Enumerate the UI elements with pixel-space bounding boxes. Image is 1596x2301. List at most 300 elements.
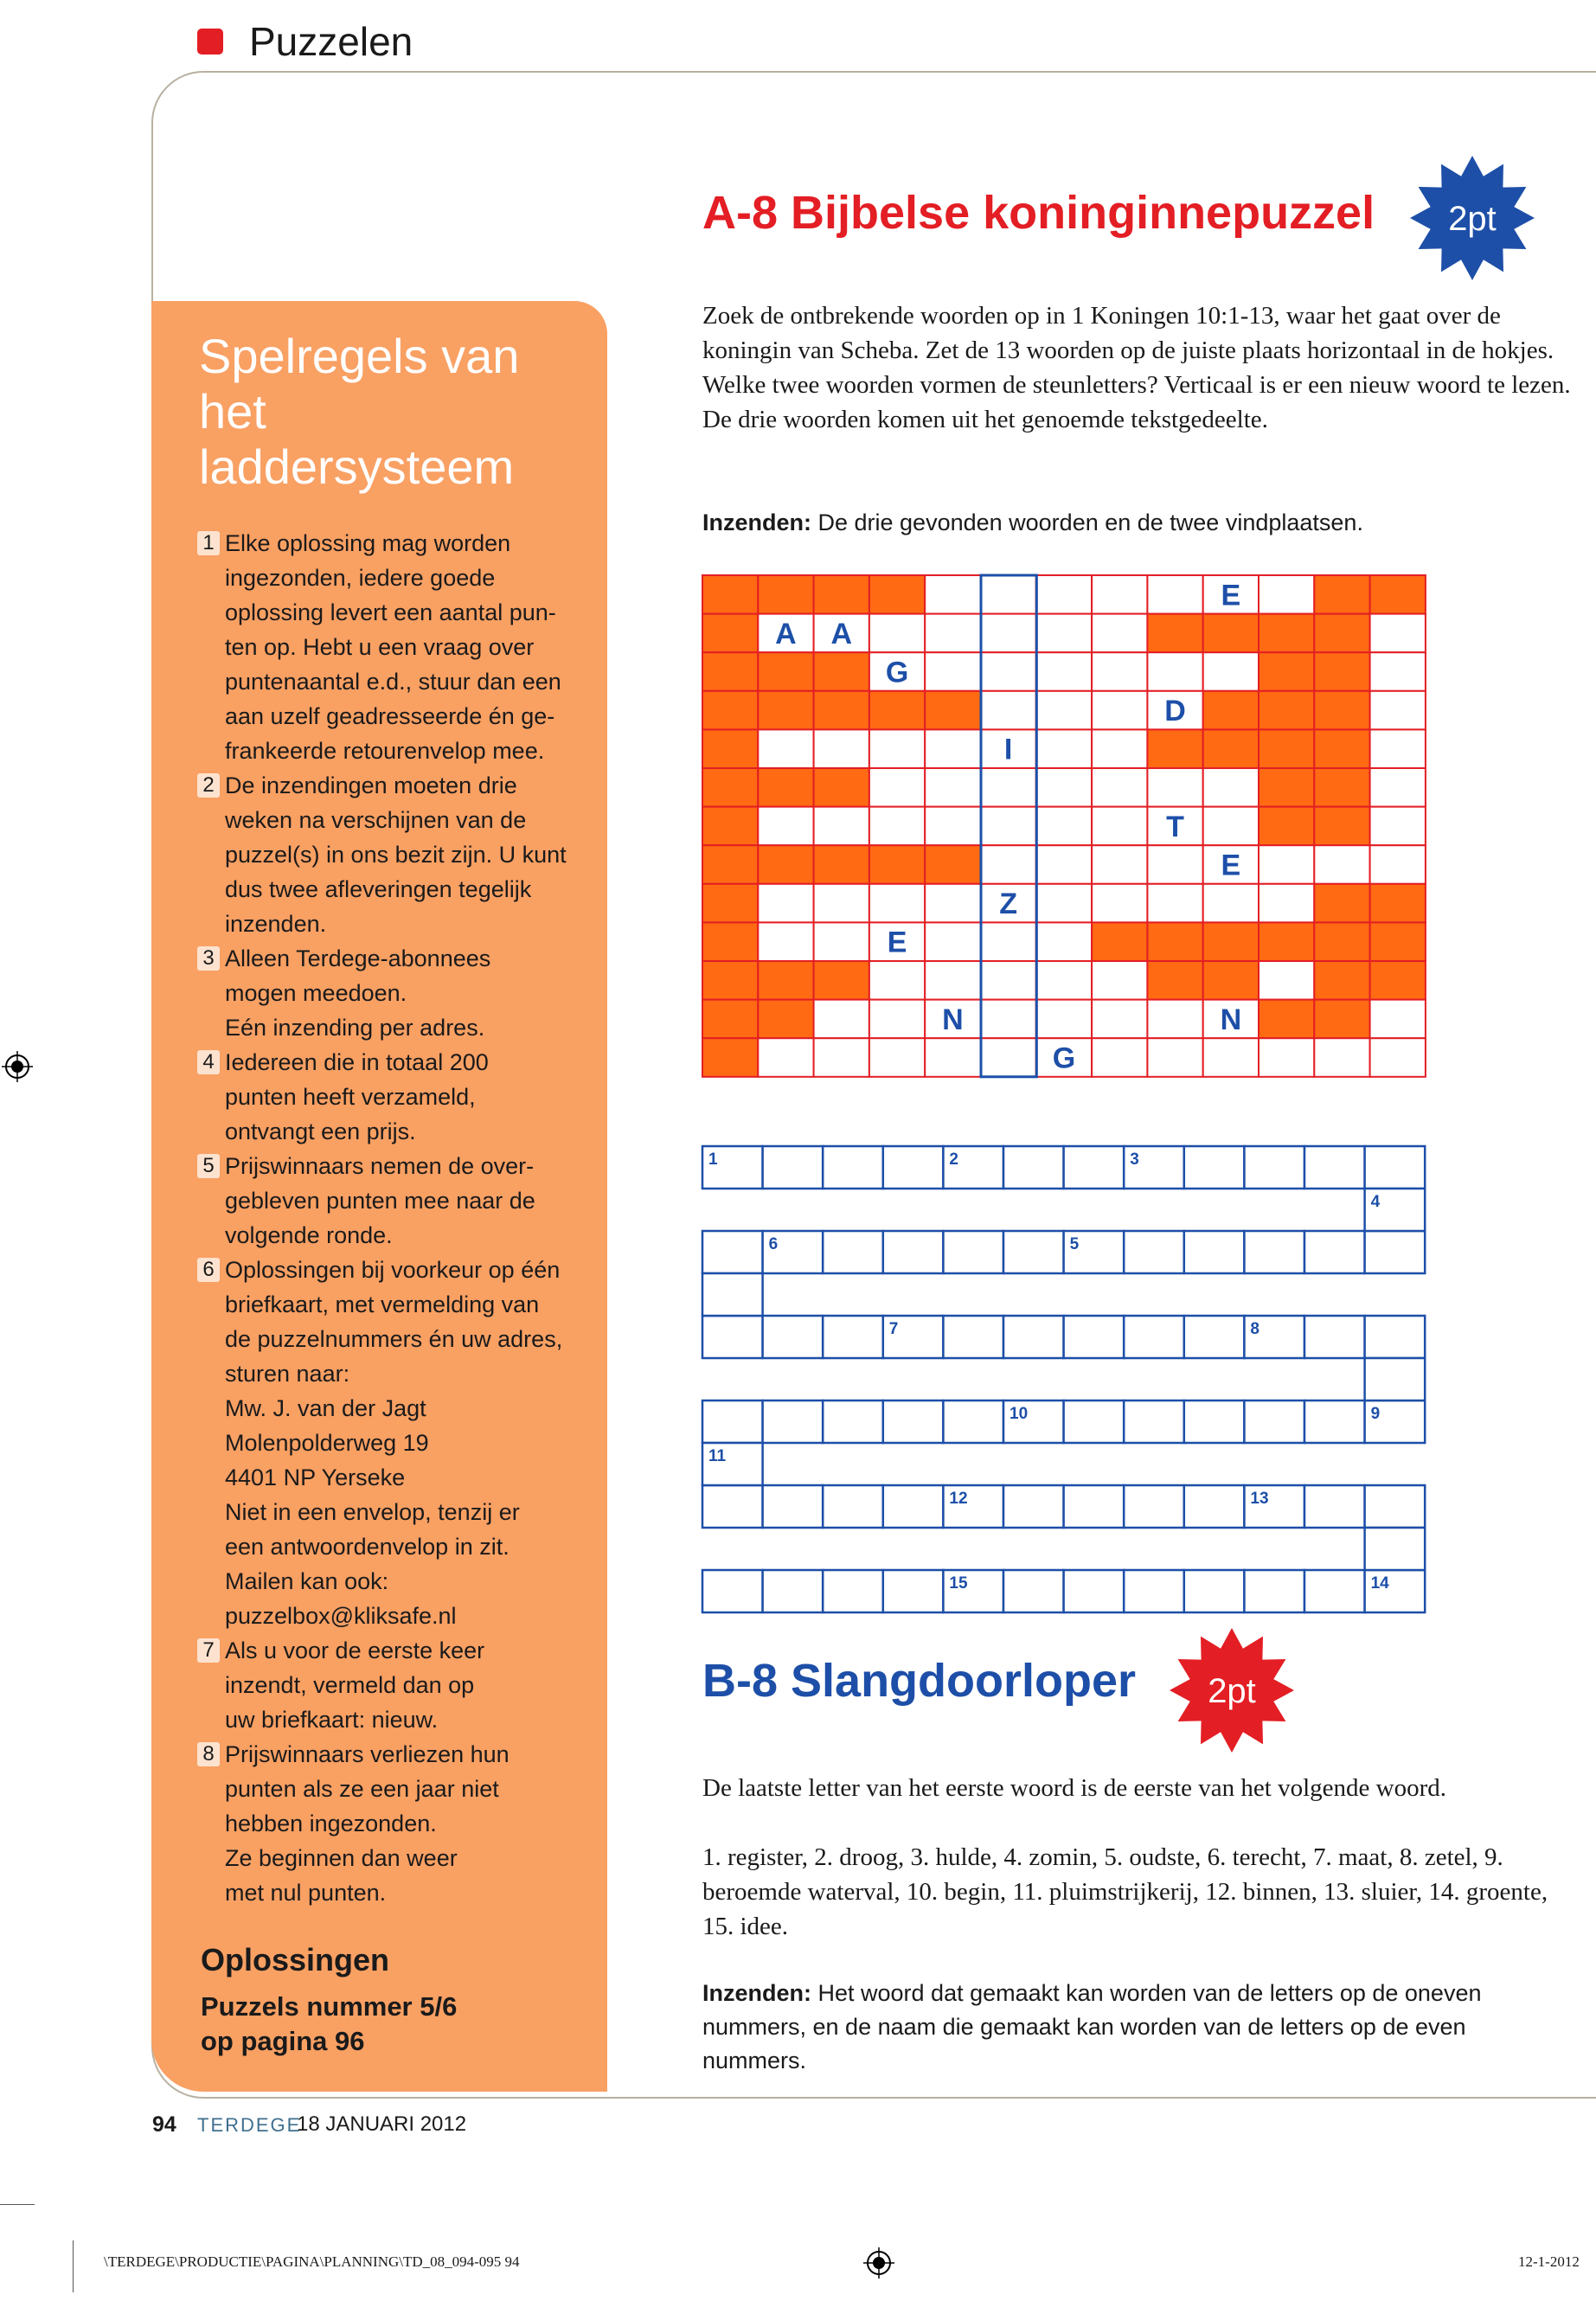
grid-cell [925,575,980,614]
snake-cell [1304,1316,1365,1358]
grid-cell [1203,961,1259,1000]
grid-letter: D [1164,695,1186,728]
grid-cell [758,768,813,807]
grid-cell [1259,575,1314,614]
grid-cell [869,729,925,768]
snake-cell [823,1231,883,1273]
puzzle-b-clues: 1. register, 2. droog, 3. hulde, 4. zomin, 5. oudste, 6. terecht, 7. maat, 8. zetel, 9. beroemde waterval, 10. begin, 11. pluimstrijkerij, 12. binnen, 13. sluier, 14. groente, 15. idee. [702,1843,1548,1940]
snake-cell [1304,1570,1365,1612]
magazine-name: TERDEGE [197,2114,302,2136]
snake-cell [1064,1485,1125,1528]
grid-cell [1203,1038,1259,1077]
rule-text: Als u voor de eerste keer inzendt, vermeld dan op uw briefkaart: nieuw. [225,1638,485,1733]
grid-cell [1370,614,1426,653]
grid-cell [981,961,1036,1000]
snake-cell [702,1400,763,1443]
puzzle-a-send-text: De drie gevonden woorden en de twee vindplaatsen. [811,510,1363,535]
grid-cell [869,1000,925,1039]
grid-cell [1036,691,1092,730]
snake-number: 8 [1250,1320,1259,1338]
grid-cell [1314,575,1369,614]
grid-cell [814,1038,869,1077]
grid-cell [1092,807,1147,846]
grid-cell [1092,884,1147,923]
grid-cell [1147,961,1202,1000]
rule-number: 5 [197,1154,220,1178]
grid-cell [1036,768,1092,807]
snake-cell [1124,1231,1184,1273]
grid-cell [758,807,813,846]
solutions-title: Oplossingen [201,1942,390,1977]
rule-text: Prijswinnaars verliezen hun punten als ze een jaar niet hebben ingezonden. Ze beginnen dan weer met nul punten. [225,1741,510,1906]
snake-cell [823,1570,883,1612]
rule-number: 8 [197,1742,220,1766]
grid-cell [869,768,925,807]
puzzle-a-points: 2pt [1448,200,1497,238]
grid-cell [1036,884,1092,923]
snake-cell [1244,1146,1304,1189]
snake-cell [823,1400,883,1443]
snake-cell [1304,1400,1365,1443]
snake-cell [1003,1316,1064,1358]
grid-cell [1370,884,1426,923]
grid-cell [1370,961,1426,1000]
grid-cell [1092,1038,1147,1077]
grid-cell [1092,1000,1147,1039]
snake-cell [883,1146,944,1189]
grid-cell [1314,1038,1369,1077]
grid-cell [702,922,758,961]
rule-item [197,1045,578,1149]
grid-cell [814,652,869,691]
grid-cell [1370,729,1426,768]
grid-letter: E [887,926,907,959]
grid-cell [1314,652,1369,691]
grid-cell [925,691,980,730]
snake-cell [1304,1146,1365,1189]
snake-cell [1365,1231,1426,1273]
grid-cell [1259,922,1314,961]
puzzle-b-send-label: Inzenden: [702,1980,811,2006]
snake-cell [1003,1146,1064,1189]
puzzle-b-send [702,1977,1576,2078]
grid-cell [1092,691,1147,730]
grid-cell [869,884,925,923]
snake-puzzle-grid [701,1144,1429,1615]
snake-cell [823,1146,883,1189]
grid-cell [814,575,869,614]
snake-cell [1064,1316,1125,1358]
grid-cell [702,807,758,846]
rule-number: 2 [197,773,220,798]
grid-cell [1203,652,1259,691]
snake-cell [1184,1146,1245,1189]
grid-cell [1314,729,1369,768]
snake-cell [883,1570,944,1612]
grid-cell [1203,922,1259,961]
grid-cell [1314,614,1369,653]
grid-cell [1036,729,1092,768]
crop-mark [73,2240,74,2292]
grid-cell [758,575,813,614]
snake-cell [763,1485,824,1528]
grid-cell [1259,691,1314,730]
grid-cell [1259,961,1314,1000]
snake-cell [1124,1570,1184,1612]
snake-cell [1003,1570,1064,1612]
grid-cell [1259,729,1314,768]
grid-cell [814,807,869,846]
snake-number: 15 [949,1574,968,1593]
print-slug-date: 12-1-2012 [1518,2253,1580,2270]
snake-cell [943,1316,1003,1358]
snake-number: 2 [949,1150,958,1169]
solutions-reference: Puzzels nummer 5/6 op pagina 96 [201,1991,458,2056]
registration-mark-icon [863,2247,894,2279]
grid-cell [702,652,758,691]
grid-letter: A [775,617,797,651]
snake-cell [1064,1400,1125,1443]
grid-cell [1259,1000,1314,1039]
rule-item [197,1633,578,1737]
grid-cell [1036,961,1092,1000]
snake-cell [702,1485,763,1528]
snake-cell [702,1570,763,1612]
grid-letter: A [830,617,853,651]
grid-cell [1092,845,1147,884]
grid-letter: I [1003,733,1013,766]
snake-cell [1244,1400,1304,1443]
grid-cell [758,652,813,691]
grid-cell [758,884,813,923]
grid-cell [1370,1000,1426,1039]
grid-cell [1036,807,1092,846]
snake-cell [943,1231,1003,1273]
snake-cell [1184,1231,1245,1273]
grid-cell [1259,807,1314,846]
registration-mark-icon [2,1051,33,1082]
rule-text: Alleen Terdege-abonnees mogen meedoen. Eén inzending per adres. [225,945,491,1041]
grid-cell [1203,691,1259,730]
grid-cell [1147,729,1202,768]
snake-cell [1244,1231,1304,1273]
snake-cell [1003,1231,1064,1273]
snake-number: 11 [708,1447,727,1465]
grid-cell [1370,807,1426,846]
snake-cell [702,1316,763,1358]
snake-cell [1304,1231,1365,1273]
snake-number: 4 [1370,1193,1381,1211]
snake-number: 5 [1069,1235,1080,1253]
snake-cell [763,1570,824,1612]
grid-cell [1259,884,1314,923]
grid-cell [1259,614,1314,653]
grid-cell [869,1038,925,1077]
snake-cell [702,1231,763,1273]
snake-cell [943,1400,1003,1443]
grid-cell [1314,961,1369,1000]
grid-cell [1314,1000,1369,1039]
snake-cell [1365,1358,1426,1400]
grid-cell [702,691,758,730]
grid-letter: E [1221,849,1241,882]
grid-cell [758,1000,813,1039]
rule-item [197,768,578,941]
grid-cell [1036,575,1092,614]
puzzle-a-title: A-8 Bijbelse koninginnepuzzel [702,187,1375,239]
puzzle-b-points-badge [1168,1626,1296,1754]
puzzle-a-send [702,506,1576,540]
puzzle-a-intro: Zoek de ontbrekende woorden op in 1 Koningen 10:1-13, waar het gaat over de koningin van Scheba. Zet de 13 woorden op de juiste plaats horizontaal in de hokjes. Welke twee woorden vormen de steunletters? Verticaal is er een nieuw woord te lezen. De drie woorden komen uit het genoemde tekstgedeelte. [702,302,1571,433]
snake-number: 1 [708,1150,718,1169]
snake-number: 6 [768,1235,779,1253]
grid-cell [1147,652,1202,691]
snake-cell [1184,1316,1245,1358]
rule-number: 7 [197,1638,220,1663]
grid-cell [758,1038,813,1077]
page-number: 94 [152,2112,176,2137]
grid-cell [1036,652,1092,691]
crop-mark [0,2204,35,2205]
grid-cell [1036,614,1092,653]
grid-cell [702,961,758,1000]
snake-cell [1304,1485,1365,1528]
grid-cell [981,691,1036,730]
snake-cell [763,1146,824,1189]
snake-cell [1184,1570,1245,1612]
grid-cell [925,652,980,691]
print-slug: \TERDEGE\PRODUCTIE\PAGINA\PLANNING\TD_08_094-095 94 [104,2253,520,2270]
grid-cell [1314,922,1369,961]
grid-cell [702,768,758,807]
grid-cell [1147,922,1202,961]
grid-cell [925,884,980,923]
snake-cell [883,1231,944,1273]
puzzle-a-send-label: Inzenden: [702,510,811,535]
rule-number: 4 [197,1050,220,1074]
grid-cell [1203,729,1259,768]
grid-cell [1092,961,1147,1000]
snake-number: 14 [1370,1574,1389,1593]
grid-cell [925,768,980,807]
grid-cell [925,1038,980,1077]
snake-number: 12 [949,1490,968,1508]
grid-cell [869,845,925,884]
grid-cell [758,961,813,1000]
grid-cell [981,652,1036,691]
snake-cell [1064,1570,1125,1612]
snake-cell [763,1400,824,1443]
grid-cell [702,845,758,884]
grid-cell [814,729,869,768]
rule-text: Elke oplossing mag worden ingezonden, iedere goede oplossing levert een aantal pun- ten op. Hebt u een vraag over puntenaantal e.d., stuur dan een aan uzelf geadresseerde én ge- frankeerde retourenvelop mee. [225,530,561,764]
grid-cell [981,1038,1036,1077]
grid-cell [1147,845,1202,884]
snake-number: 9 [1370,1405,1381,1423]
grid-cell [1370,922,1426,961]
snake-cell [1365,1146,1426,1189]
grid-cell [981,922,1036,961]
grid-cell [925,845,980,884]
rule-text: Prijswinnaars nemen de over- gebleven punten mee naar de volgende ronde. [225,1153,535,1248]
grid-cell [869,691,925,730]
grid-cell [1370,652,1426,691]
grid-cell [702,1000,758,1039]
snake-cell [883,1400,944,1443]
snake-cell [883,1485,944,1528]
grid-cell [758,845,813,884]
grid-cell [702,729,758,768]
rule-item [197,526,578,768]
grid-cell [814,1000,869,1039]
section-marker-icon [197,29,223,54]
grid-cell [814,922,869,961]
snake-cell [1365,1528,1426,1570]
grid-cell [702,884,758,923]
snake-number: 7 [888,1320,899,1338]
puzzle-b-intro: De laatste letter van het eerste woord is de eerste van het volgende woord. [702,1774,1447,1802]
grid-cell [1036,1000,1092,1039]
grid-letter: G [885,656,909,689]
issue-date: 18 JANUARI 2012 [297,2112,467,2136]
grid-cell [925,614,980,653]
grid-cell [814,961,869,1000]
grid-cell [1036,845,1092,884]
snake-cell [1124,1485,1184,1528]
puzzle-a-points-badge [1408,154,1536,282]
grid-cell [758,729,813,768]
snake-cell [1184,1400,1245,1443]
grid-cell [1092,575,1147,614]
rules-title: Spelregels van het laddersysteem [199,329,520,494]
grid-cell [1203,768,1259,807]
grid-cell [814,768,869,807]
grid-cell [981,845,1036,884]
grid-cell [981,614,1036,653]
puzzle-b-points: 2pt [1208,1672,1256,1710]
grid-cell [1147,884,1202,923]
puzzle-b-title: B-8 Slangdoorloper [702,1655,1137,1707]
grid-cell [1092,729,1147,768]
snake-cell [1184,1485,1245,1528]
grid-cell [1259,1038,1314,1077]
grid-cell [869,614,925,653]
section-title: Puzzelen [249,18,413,64]
grid-cell [1370,691,1426,730]
rule-text: Oplossingen bij voorkeur op één briefkaart, met vermelding van de puzzelnummers én uw adres, sturen naar: Mw. J. van der Jagt Molenpolderweg 19 4401 NP Yerseke Niet in een envelop, tenzij er een antwoordenvelop in zit. Mailen kan ook: puzzelbox@kliksafe.nl [225,1257,563,1629]
grid-cell [1370,845,1426,884]
grid-letter: T [1166,810,1184,843]
rule-number: 3 [197,946,220,971]
grid-cell [702,575,758,614]
snake-number: 10 [1010,1405,1029,1423]
snake-cell [763,1316,824,1358]
grid-cell [925,807,980,846]
grid-cell [1370,768,1426,807]
grid-cell [981,807,1036,846]
grid-cell [758,691,813,730]
grid-cell [702,614,758,653]
grid-cell [1314,807,1369,846]
grid-cell [1092,652,1147,691]
grid-cell [1092,922,1147,961]
rule-item [197,941,578,1045]
grid-cell [1092,768,1147,807]
rule-item [197,1149,578,1253]
grid-letter: N [1220,1003,1242,1036]
snake-cell [1124,1400,1184,1443]
queen-puzzle-grid [701,574,1429,1084]
grid-cell [758,922,813,961]
grid-cell [981,1000,1036,1039]
grid-cell [1314,768,1369,807]
rule-item [197,1737,578,1910]
grid-cell [1314,884,1369,923]
grid-cell [1370,1038,1426,1077]
grid-letter: N [942,1003,964,1036]
snake-cell [1064,1146,1125,1189]
grid-cell [981,575,1036,614]
grid-cell [814,884,869,923]
rule-number: 6 [197,1258,220,1282]
rule-text: Iedereen die in totaal 200 punten heeft verzameld, ontvangt een prijs. [225,1049,489,1144]
grid-cell [1147,575,1202,614]
grid-cell [925,729,980,768]
grid-cell [1203,807,1259,846]
grid-cell [1092,614,1147,653]
grid-cell [1147,1038,1202,1077]
snake-cell [1365,1316,1426,1358]
snake-number: 13 [1250,1490,1269,1508]
grid-cell [1203,614,1259,653]
grid-cell [1147,768,1202,807]
snake-cell [1124,1316,1184,1358]
rule-item [197,1253,578,1633]
rule-number: 1 [197,531,220,555]
section-label [197,0,413,82]
grid-cell [1259,768,1314,807]
grid-cell [925,961,980,1000]
grid-cell [1147,1000,1202,1039]
grid-cell [1203,884,1259,923]
snake-number: 3 [1130,1150,1139,1169]
grid-cell [814,845,869,884]
snake-cell [823,1485,883,1528]
snake-cell [823,1316,883,1358]
grid-cell [1314,691,1369,730]
grid-cell [1036,922,1092,961]
snake-cell [1003,1485,1064,1528]
grid-letter: E [1221,579,1241,612]
grid-cell [1370,575,1426,614]
grid-letter: Z [999,888,1018,921]
grid-cell [981,768,1036,807]
grid-cell [1259,845,1314,884]
grid-cell [869,961,925,1000]
snake-cell [1244,1570,1304,1612]
grid-cell [869,575,925,614]
puzzle-b-send-text: Het woord dat gemaakt kan worden van de letters op de oneven nummers, en de naam die gemaakt kan worden van de letters op de even nummers. [702,1980,1482,2073]
snake-cell [1365,1485,1426,1528]
rule-text: De inzendingen moeten drie weken na verschijnen van de puzzel(s) in ons bezit zijn. U kunt dus twee afleveringen tegelijk inzenden. [225,772,567,937]
grid-cell [814,691,869,730]
snake-cell [702,1273,763,1316]
grid-cell [702,1038,758,1077]
grid-cell [869,807,925,846]
grid-letter: G [1052,1042,1076,1075]
grid-cell [1259,652,1314,691]
grid-cell [1314,845,1369,884]
